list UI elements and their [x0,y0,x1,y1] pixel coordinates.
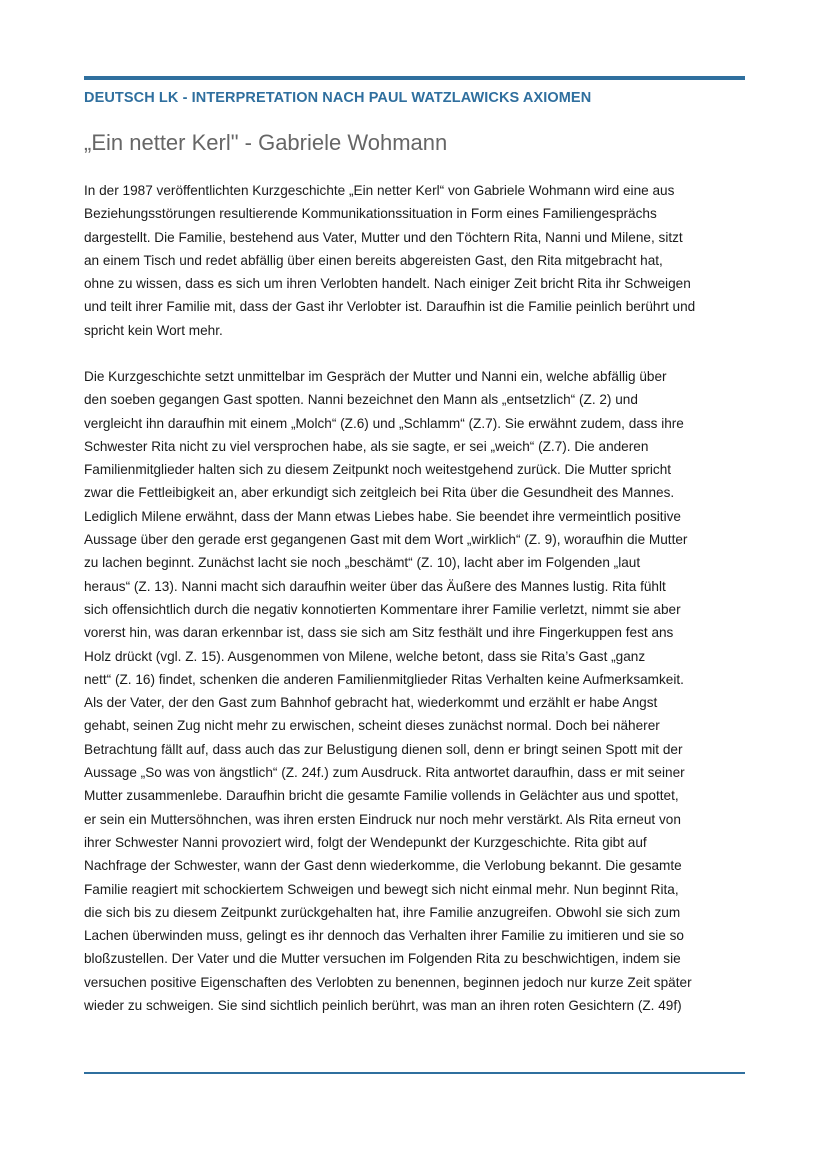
paragraph-line: dargestellt. Die Familie, bestehend aus Vater, Mutter und den Töchtern Rita, Nanni und Milene, sitzt [84,229,683,245]
paragraph-line: gehabt, seinen Zug nicht mehr zu erwischen, scheint dieses zunächst normal. Doch bei näherer [84,718,660,734]
document-page [84,0,745,1171]
paragraph-line: spricht kein Wort mehr. [84,322,223,338]
paragraph-line: vergleicht ihn daraufhin mit einem „Molch“ (Z.6) und „Schlamm“ (Z.7). Sie erwähnt zudem, dass ihre [84,415,684,431]
paragraph-line: ohne zu wissen, dass es sich um ihren Verlobten handelt. Nach einiger Zeit bricht Rita ihr Schweigen [84,276,691,292]
footer-bottom-rule [84,1072,745,1074]
document-title: „Ein netter Kerl" - Gabriele Wohmann [84,130,448,155]
paragraph-line: heraus“ (Z. 13). Nanni macht sich daraufhin weiter über das Äußere des Mannes lustig. Rita fühlt [84,578,666,594]
paragraph-line: an einem Tisch und redet abfällig über einen bereits abgereisten Gast, den Rita mitgebracht hat, [84,252,663,268]
paragraph-line: sich offensichtlich durch die negativ konnotierten Kommentare ihrer Familie verletzt, nimmt sie aber [84,601,681,617]
paragraph-line: den soeben gegangen Gast spotten. Nanni bezeichnet den Mann als „entsetzlich“ (Z. 2) und [84,392,638,408]
paragraph-line: versuchen positive Eigenschaften des Verlobten zu benennen, beginnen jedoch nur kurze Zeit später [84,974,692,990]
paragraph-line: Familienmitglieder halten sich zu diesem Zeitpunkt noch weitestgehend zurück. Die Mutter spricht [84,462,672,478]
paragraph-line: Lachen überwinden muss, gelingt es ihr dennoch das Verhalten ihrer Familie zu imitieren und sie so [84,928,684,944]
paragraph-line: Nachfrage der Schwester, wann der Gast denn wiederkomme, die Verlobung bekannt. Die gesamte [84,858,682,874]
paragraph-line: Aussage „So was von ängstlich“ (Z. 24f.) zum Ausdruck. Rita antwortet daraufhin, dass er mit seiner [84,765,685,781]
paragraph-line: zwar die Fettleibigkeit an, aber erkundigt sich zeitgleich bei Rita über die Gesundheit des Mannes. [84,485,675,501]
course-header-title: DEUTSCH LK - INTERPRETATION NACH PAUL WATZLAWICKS AXIOMEN [84,90,592,106]
header-top-rule [84,76,745,80]
paragraph-line: Mutter zusammenlebe. Daraufhin bricht die gesamte Familie vollends in Gelächter aus und spottet, [84,788,679,804]
paragraph-line: Holz drückt (vgl. Z. 15). Ausgenommen von Milene, welche betont, dass sie Rita’s Gast „ganz [84,648,646,664]
paragraph-line: er sein ein Muttersöhnchen, was ihren ersten Eindruck nur noch mehr verstärkt. Als Rita erneut von [84,811,681,827]
paragraph-line: zu lachen beginnt. Zunächst lacht sie noch „beschämt“ (Z. 10), lacht aber im Folgenden „laut [84,555,641,571]
paragraph-line: vorerst hin, was daran erkennbar ist, dass sie sich am Sitz festhält und ihre Fingerkuppen fest ans [84,625,674,641]
paragraph-line: und teilt ihrer Familie mit, dass der Gast ihr Verlobter ist. Daraufhin ist die Familie peinlich berührt und [84,299,696,315]
paragraph-line: bloßzustellen. Der Vater und die Mutter versuchen im Folgenden Rita zu beschwichtigen, indem sie [84,951,681,967]
paragraph-line: Familie reagiert mit schockiertem Schweigen und bewegt sich nicht einmal mehr. Nun beginnt Rita, [84,881,679,897]
paragraph-line: Beziehungsstörungen resultierende Kommunikationssituation in Form eines Familiengesprächs [84,206,657,222]
analysis-paragraph [84,365,745,1017]
paragraph-line: Als der Vater, der den Gast zum Bahnhof gebracht hat, wiederkommt und erzählt er habe Angst [84,695,658,711]
paragraph-line: die sich bis zu diesem Zeitpunkt zurückgehalten hat, ihre Familie anzugreifen. Obwohl sie sich zum [84,904,681,920]
paragraph-line: Die Kurzgeschichte setzt unmittelbar im Gespräch der Mutter und Nanni ein, welche abfällig über [84,369,667,384]
paragraph-line: ihrer Schwester Nanni provoziert wird, folgt der Wendepunkt der Kurzgeschichte. Rita gibt auf [84,834,647,850]
paragraph-line: Betrachtung fällt auf, dass auch das zur Belustigung dienen soll, denn er bringt seinen Spott mit der [84,741,683,757]
paragraph-line: Aussage über den gerade erst gegangenen Gast mit dem Wort „wirklich“ (Z. 9), woraufhin die Mutter [84,532,688,548]
paragraph-line: In der 1987 veröffentlichten Kurzgeschichte „Ein netter Kerl“ von Gabriele Wohmann wird eine aus [84,183,675,198]
paragraph-line: wieder zu schweigen. Sie sind sichtlich peinlich berührt, was man an ihren roten Gesichtern (Z. 49f) [84,998,682,1014]
paragraph-line: Lediglich Milene erwähnt, dass der Mann etwas Liebes habe. Sie beendet ihre vermeintlich positive [84,508,681,524]
paragraph-line: nett“ (Z. 16) findet, schenken die anderen Familienmitglieder Ritas Verhalten keine Aufmerksamkeit. [84,671,684,687]
paragraph-line: Schwester Rita nicht zu viel versprochen habe, als sie sagte, er sei „weich“ (Z.7). Die anderen [84,438,649,454]
summary-paragraph [84,179,745,342]
